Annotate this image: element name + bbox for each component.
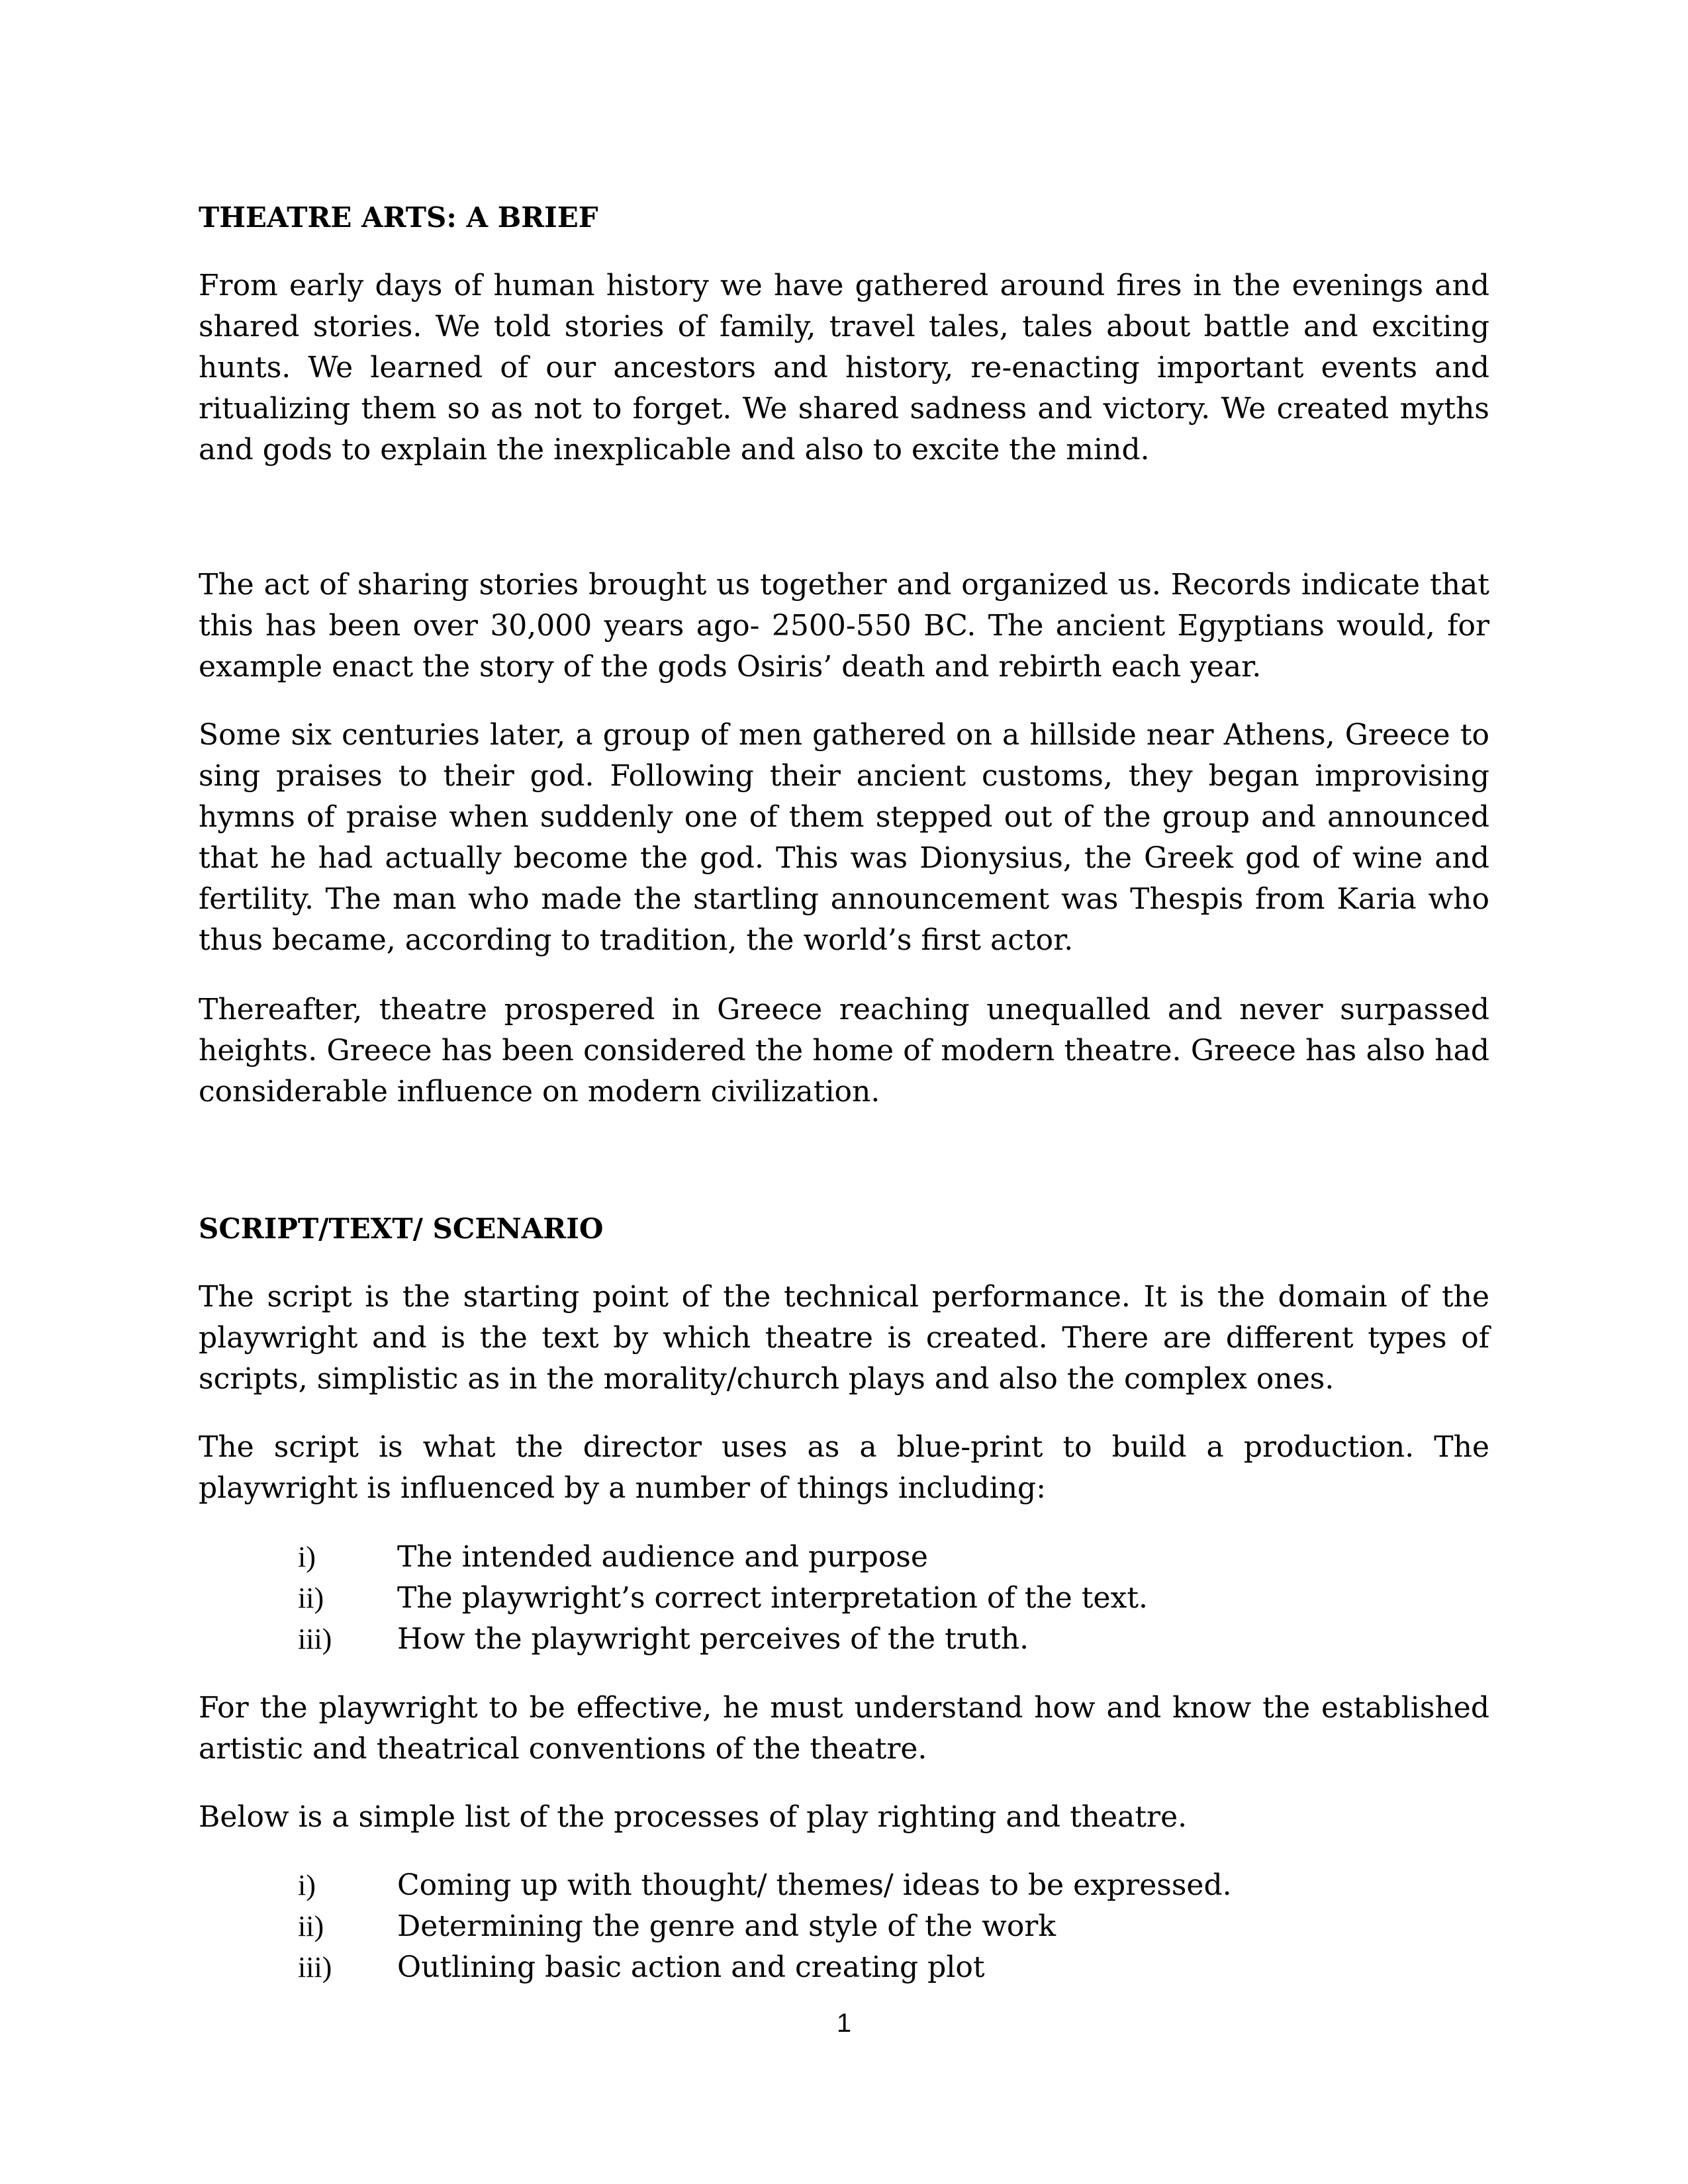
list-item-text: Coming up with thought/ themes/ ideas to be expressed. — [397, 1868, 1232, 1902]
page-number: 1 — [836, 2009, 852, 2038]
list-item — [298, 1578, 1489, 1619]
paragraph-script-blueprint: The script is what the director uses as a blue-print to build a production. The playwright is influenced by a number of things including: — [199, 1430, 1489, 1505]
paragraph-greece: Thereafter, theatre prospered in Greece reaching unequalled and never surpassed heights. Greece has been considered the home of modern theatre. Greece has also had considerable influence on modern civilization. — [199, 993, 1489, 1109]
paragraph-thespis: Some six centuries later, a group of men gathered on a hillside near Athens, Greece to sing praises to their god. Following their ancient customs, they began improvising hymns of praise when suddenly one of them stepped out of the group and announced that he had actually become the god. This was Dionysius, the Greek god of wine and fertility. The man who made the startling announcement was Thespis from Karia who thus became, according to tradition, the world’s first actor. — [199, 718, 1489, 957]
paragraph-sharing-stories: The act of sharing stories brought us together and organized us. Records indicate that this has been over 30,000 years ago- 2500-550 BC. The ancient Egyptians would, for example enact the story of the gods Osiris’ death and rebirth each year. — [199, 568, 1489, 684]
list-item-text: Outlining basic action and creating plot — [397, 1950, 985, 1984]
document-page — [199, 0, 1489, 2184]
section-heading-theatre-arts: THEATRE ARTS: A BRIEF — [199, 201, 598, 234]
process-list — [298, 1865, 1489, 1988]
list-item — [298, 1906, 1489, 1947]
paragraph-playwright-effective: For the playwright to be effective, he must understand how and know the established artistic and theatrical conventions of the theatre. — [199, 1691, 1489, 1766]
list-item — [298, 1865, 1489, 1906]
list-item — [298, 1619, 1489, 1660]
list-item-number: i) — [298, 1869, 316, 1901]
influences-list — [298, 1537, 1489, 1660]
list-item-number: iii) — [298, 1951, 332, 1983]
list-item-text: Determining the genre and style of the work — [397, 1909, 1056, 1943]
list-item-number: ii) — [298, 1910, 324, 1942]
list-item-text: The playwright’s correct interpretation of the text. — [397, 1581, 1148, 1615]
paragraph-early-history: From early days of human history we have gathered around fires in the evenings and shared stories. We told stories of family, travel tales, tales about battle and exciting hunts. We learned of our ancestors and history, re-enacting important events and ritualizing them so as not to forget. We shared sadness and victory. We created myths and gods to explain the inexplicable and also to excite the mind. — [199, 269, 1489, 467]
list-item-number: iii) — [298, 1623, 332, 1655]
list-item-number: i) — [298, 1541, 316, 1573]
list-item — [298, 1537, 1489, 1578]
list-item-text: How the playwright perceives of the truth. — [397, 1622, 1029, 1656]
list-item-number: ii) — [298, 1582, 324, 1614]
list-item — [298, 1947, 1489, 1988]
paragraph-script-starting-point: The script is the starting point of the technical performance. It is the domain of the playwright and is the text by which theatre is created. There are different types of scripts, simplistic as in the morality/church plays and also the complex ones. — [199, 1280, 1489, 1396]
paragraph-process-intro: Below is a simple list of the processes of play righting and theatre. — [199, 1800, 1188, 1834]
list-item-text: The intended audience and purpose — [397, 1540, 928, 1574]
section-heading-script: SCRIPT/TEXT/ SCENARIO — [199, 1212, 604, 1245]
